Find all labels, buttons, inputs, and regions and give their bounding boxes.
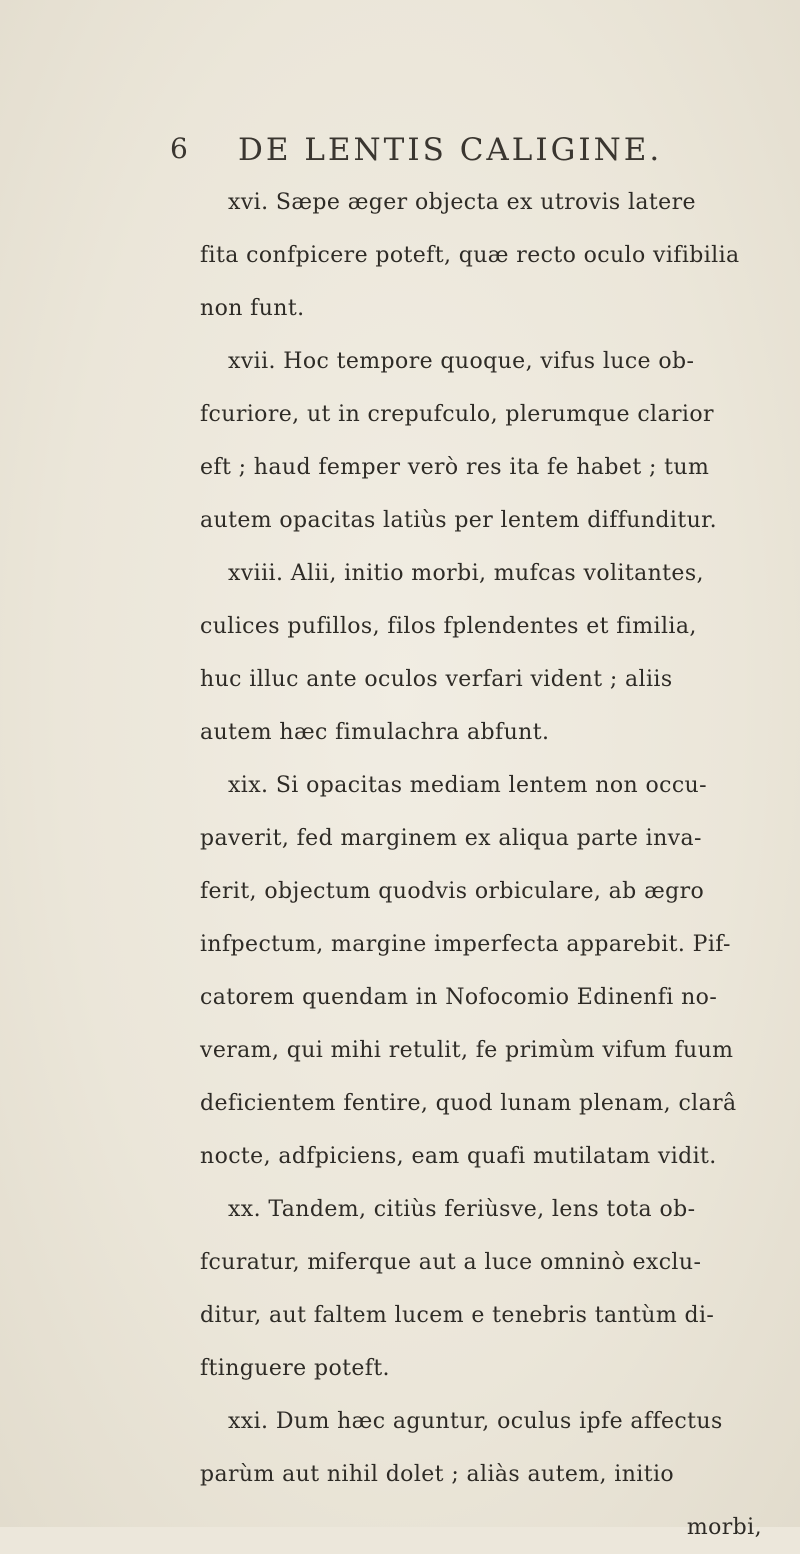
text-line: xx. Tandem, citiùs feriùsve, lens tota ob-: [228, 1197, 696, 1222]
text-line: paverit, fed marginem ex aliqua parte inva-: [200, 826, 702, 851]
text-line: deficientem fentire, quod lunam plenam, clarâ: [200, 1091, 737, 1116]
text-line: xix. Si opacitas mediam lentem non occu-: [228, 773, 707, 798]
text-line: autem hæc fimulachra abfunt.: [200, 720, 550, 745]
text-line: ferit, objectum quodvis orbiculare, ab ægro: [200, 879, 705, 904]
running-title: DE LENTIS CALIGINE.: [238, 132, 663, 168]
page-number: 6: [170, 132, 188, 165]
text-line: eft ; haud femper verò res ita fe habet ; tum: [200, 455, 710, 480]
text-line: parùm aut nihil dolet ; aliàs autem, initio: [200, 1462, 675, 1487]
text-line: fcuratur, miferque aut a luce omninò exclu-: [200, 1250, 702, 1275]
text-line: autem opacitas latiùs per lentem diffunditur.: [200, 508, 718, 533]
body-text: [200, 176, 790, 1554]
text-line: fita confpicere poteft, quæ recto oculo vifibilia: [200, 243, 740, 268]
text-line: culices pufillos, filos fplendentes et fimilia,: [200, 614, 697, 639]
text-line: fcuriore, ut in crepufculo, plerumque clarior: [200, 402, 714, 427]
text-line: xviii. Alii, initio morbi, mufcas volitantes,: [228, 561, 704, 586]
text-line: non funt.: [200, 296, 305, 321]
text-line: ftinguere poteft.: [200, 1356, 390, 1381]
text-line: veram, qui mihi retulit, fe primùm vifum fuum: [200, 1038, 734, 1063]
text-line: ditur, aut faltem lucem e tenebris tantùm di-: [200, 1303, 715, 1328]
text-line: xvii. Hoc tempore quoque, vifus luce ob-: [228, 349, 695, 374]
text-line: nocte, adfpiciens, eam quafi mutilatam vidit.: [200, 1144, 717, 1169]
text-line: xvi. Sæpe æger objecta ex utrovis latere: [228, 190, 696, 215]
text-line: catorem quendam in Nofocomio Edinenfi no-: [200, 985, 718, 1010]
text-line: xxi. Dum hæc aguntur, oculus ipfe affectus: [228, 1409, 723, 1434]
text-line: infpectum, margine imperfecta apparebit. Pif-: [200, 932, 731, 957]
text-line: huc illuc ante oculos verfari vident ; aliis: [200, 667, 673, 692]
catchword: morbi,: [686, 1515, 762, 1540]
